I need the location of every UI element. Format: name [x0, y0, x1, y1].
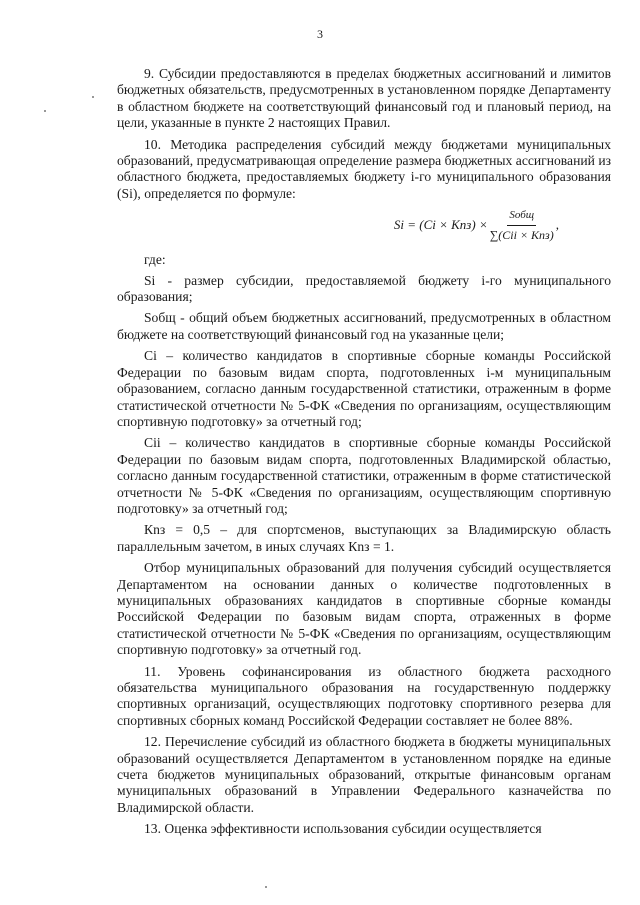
- paragraph-10: 10. Методика распределения субсидий между бюджетами муниципальных образований, предусматривающая определение размера бюджетных ассигнований из областного бюджета, предоставляемых бюджету i-го муниципального образования (Si), определяется по формуле:: [117, 136, 611, 201]
- paragraph-9: 9. Субсидии предоставляются в пределах бюджетных ассигнований и лимитов бюджетных обязательств, предусмотренных в установленном порядке Департаменту в областном бюджете на соответствующий финансовый год и плановый период, на цели, указанные в пункте 2 настоящих Правил.: [117, 66, 611, 131]
- subsidy-formula: [117, 202, 611, 248]
- paragraph-11: 11. Уровень софинансирования из областного бюджета расходного обязательства муниципального образования на государственную поддержку спортивных организаций, осуществляющих подготовку спортивного резерва для спортивных сборных команд Российской Федерации составляет не более 88%.: [117, 663, 611, 728]
- formula-numerator: Sобщ: [507, 207, 536, 225]
- page-number: 3: [317, 27, 323, 41]
- formula-lhs: Si = (Ci × Knз) ×: [393, 217, 488, 233]
- definition-ci: Ci – количество кандидатов в спортивные сборные команды Российской Федерации по базовым видам спорта, подготовленных i-м муниципальным образованием, согласно данным государственной статистики, отраженным в форме статистической отчетности № 5-ФК «Сведения по организациям, осуществляющим спортивную подготовку» за отчетный год;: [117, 348, 611, 429]
- definition-sobsh: Sобщ - общий объем бюджетных ассигнований, предусмотренных в областном бюджете на соответствующий финансовый год на указанные цели;: [117, 310, 611, 342]
- scan-speck: [92, 96, 94, 98]
- definition-si: Si - размер субсидии, предоставляемой бюджету i-го муниципального образования;: [117, 272, 611, 305]
- where-label: где:: [144, 252, 166, 268]
- scan-speck: [265, 886, 267, 888]
- definition-cii: Cii – количество кандидатов в спортивные сборные команды Российской Федерации по базовым видам спорта, подготовленных Владимирской областью, согласно данным государственной статистики, отраженным в форме статистической отчетности № 5-ФК «Сведения по организациям, осуществляющим спортивную подготовку» за отчетный год;: [117, 435, 611, 516]
- formula-trail: ,: [555, 217, 559, 233]
- scan-speck: [44, 110, 46, 112]
- formula-fraction: [490, 207, 554, 243]
- formula-denominator: ∑(Cii × Knз): [489, 227, 554, 242]
- paragraph-13: 13. Оценка эффективности использования субсидии осуществляется: [144, 821, 542, 837]
- selection-paragraph: Отбор муниципальных образований для получения субсидий осуществляется Департаментом на основании данных о количестве подготовленных в муниципальных образованиях кандидатов в спортивные сборные команды Российской Федерации по базовым видам спорта, отраженных в форме статистической отчетности № 5-ФК «Сведения по организациям, осуществляющим спортивную подготовку» за отчетный год.: [117, 560, 611, 658]
- paragraph-12: 12. Перечисление субсидий из областного бюджета в бюджеты муниципальных образований осуществляется Департаментом в установленном порядке на единые счета бюджетов муниципальных образований, открытые финансовым органам муниципальных образований в Управлении Федерального казначейства по Владимирской области.: [117, 734, 611, 815]
- document-body: [117, 66, 611, 838]
- definition-kn: Кnз = 0,5 – для спортсменов, выступающих за Владимирскую область параллельным зачетом, в иных случаях Кnз = 1.: [117, 522, 611, 554]
